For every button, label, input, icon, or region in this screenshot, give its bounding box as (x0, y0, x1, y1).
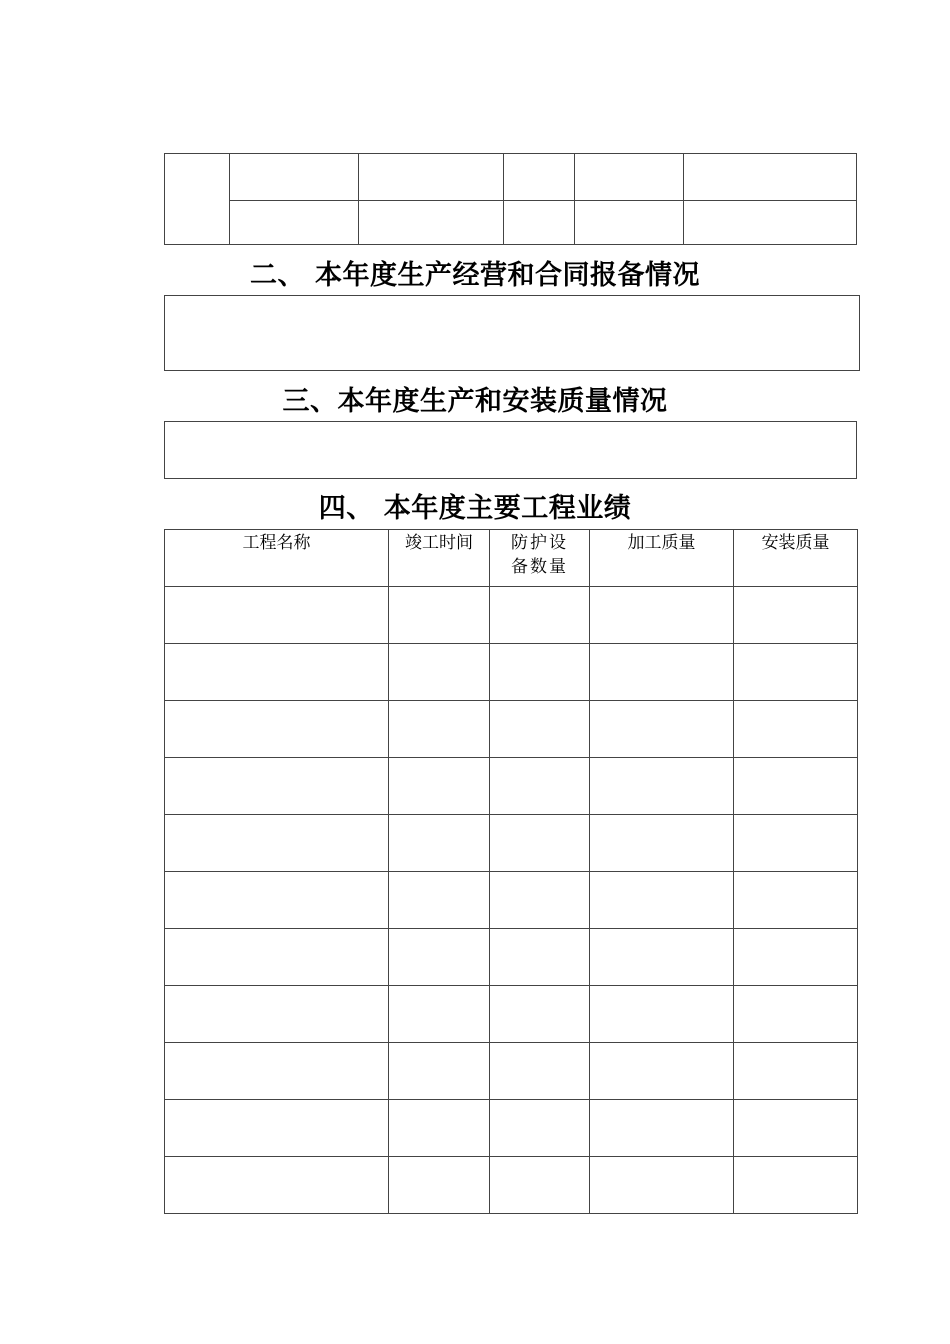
table-cell-project-name[interactable] (165, 872, 389, 929)
table-cell-installation-quality[interactable] (734, 1100, 858, 1157)
table-cell-processing-quality[interactable] (590, 1157, 734, 1214)
table-cell-equipment-quantity[interactable] (490, 701, 590, 758)
table-cell-installation-quality[interactable] (734, 1157, 858, 1214)
table-body (165, 587, 858, 1214)
table-row (165, 929, 858, 986)
table-cell-installation-quality[interactable] (734, 587, 858, 644)
table-cell-equipment-quantity[interactable] (490, 758, 590, 815)
table-cell-project-name[interactable] (165, 929, 389, 986)
table-cell-processing-quality[interactable] (590, 986, 734, 1043)
table-header-row (165, 530, 858, 587)
table-cell-completion-time[interactable] (389, 815, 490, 872)
table-cell-processing-quality[interactable] (590, 1100, 734, 1157)
table-cell-project-name[interactable] (165, 986, 389, 1043)
table-cell-completion-time[interactable] (389, 929, 490, 986)
header-protection-equipment-quantity: 防护设备数量 (490, 530, 590, 587)
table-cell-processing-quality[interactable] (590, 815, 734, 872)
table-row (165, 758, 858, 815)
table-cell-installation-quality[interactable] (734, 929, 858, 986)
continuation-row-divider (229, 200, 857, 201)
table-cell-equipment-quantity[interactable] (490, 872, 590, 929)
table-cell-installation-quality[interactable] (734, 1043, 858, 1100)
table-row (165, 986, 858, 1043)
table-cell-equipment-quantity[interactable] (490, 644, 590, 701)
table-cell-project-name[interactable] (165, 644, 389, 701)
continuation-col-divider-3 (503, 153, 504, 245)
table-cell-completion-time[interactable] (389, 986, 490, 1043)
table-row (165, 872, 858, 929)
table-cell-installation-quality[interactable] (734, 758, 858, 815)
continuation-col-divider-4 (574, 153, 575, 245)
table-cell-equipment-quantity[interactable] (490, 986, 590, 1043)
continuation-table (164, 153, 857, 245)
continuation-col-divider-1 (229, 153, 230, 245)
table-cell-completion-time[interactable] (389, 872, 490, 929)
section-3-content-box[interactable] (164, 421, 857, 479)
header-processing-quality: 加工质量 (590, 530, 734, 587)
table-cell-project-name[interactable] (165, 1043, 389, 1100)
table-cell-installation-quality[interactable] (734, 644, 858, 701)
table-cell-processing-quality[interactable] (590, 1043, 734, 1100)
table-row (165, 1157, 858, 1214)
table-cell-installation-quality[interactable] (734, 986, 858, 1043)
table-cell-processing-quality[interactable] (590, 929, 734, 986)
table-cell-project-name[interactable] (165, 815, 389, 872)
header-project-name: 工程名称 (165, 530, 389, 587)
table-cell-project-name[interactable] (165, 758, 389, 815)
table-cell-equipment-quantity[interactable] (490, 1157, 590, 1214)
continuation-col-divider-5 (683, 153, 684, 245)
table-row (165, 1043, 858, 1100)
section-4-title: 四、 本年度主要工程业绩 (318, 493, 632, 524)
table-cell-project-name[interactable] (165, 1157, 389, 1214)
table-cell-processing-quality[interactable] (590, 872, 734, 929)
table-cell-installation-quality[interactable] (734, 872, 858, 929)
table-cell-equipment-quantity[interactable] (490, 815, 590, 872)
section-2-content-box[interactable] (164, 295, 860, 371)
table-row (165, 644, 858, 701)
table-cell-processing-quality[interactable] (590, 701, 734, 758)
table-cell-project-name[interactable] (165, 701, 389, 758)
table-cell-equipment-quantity[interactable] (490, 1043, 590, 1100)
continuation-col-divider-2 (358, 153, 359, 245)
table-cell-completion-time[interactable] (389, 701, 490, 758)
table-cell-completion-time[interactable] (389, 1100, 490, 1157)
table-cell-processing-quality[interactable] (590, 644, 734, 701)
table-row (165, 1100, 858, 1157)
table-cell-completion-time[interactable] (389, 1043, 490, 1100)
table-cell-completion-time[interactable] (389, 587, 490, 644)
table-cell-completion-time[interactable] (389, 758, 490, 815)
table-cell-processing-quality[interactable] (590, 587, 734, 644)
table-row (165, 587, 858, 644)
table-cell-equipment-quantity[interactable] (490, 1100, 590, 1157)
performance-table (164, 529, 858, 1214)
table-cell-equipment-quantity[interactable] (490, 587, 590, 644)
section-2-title: 二、 本年度生产经营和合同报备情况 (250, 260, 700, 291)
table-cell-completion-time[interactable] (389, 1157, 490, 1214)
header-completion-time: 竣工时间 (389, 530, 490, 587)
table-cell-installation-quality[interactable] (734, 815, 858, 872)
table-cell-processing-quality[interactable] (590, 758, 734, 815)
section-3-title: 三、本年度生产和安装质量情况 (282, 386, 668, 417)
table-cell-installation-quality[interactable] (734, 701, 858, 758)
header-installation-quality: 安装质量 (734, 530, 858, 587)
table-cell-project-name[interactable] (165, 1100, 389, 1157)
table-row (165, 701, 858, 758)
table-row (165, 815, 858, 872)
table-cell-project-name[interactable] (165, 587, 389, 644)
table-cell-equipment-quantity[interactable] (490, 929, 590, 986)
table-cell-completion-time[interactable] (389, 644, 490, 701)
